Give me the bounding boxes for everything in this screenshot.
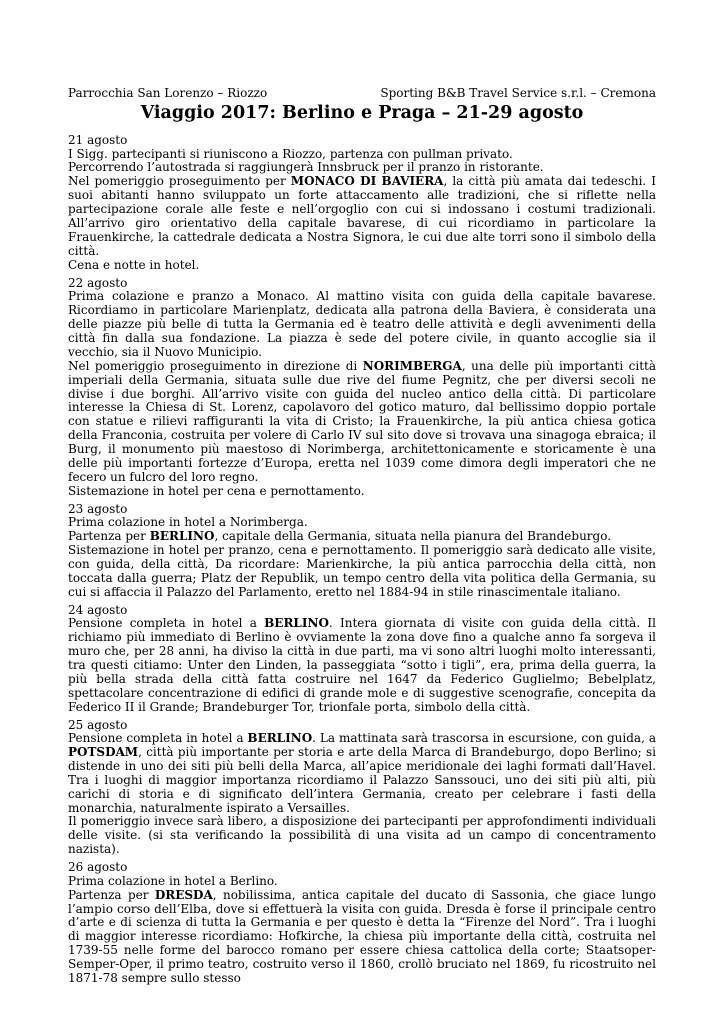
day-paragraph bbox=[68, 290, 656, 360]
header-right: Sporting B&B Travel Service s.r.l. – Cremona bbox=[380, 86, 656, 100]
day-date: 23 agosto bbox=[68, 501, 128, 516]
day-section bbox=[68, 861, 656, 986]
day-paragraph bbox=[68, 875, 656, 889]
place-name: BERLINO bbox=[247, 731, 313, 746]
text-run: Pensione completa in hotel a bbox=[68, 616, 265, 631]
day-section bbox=[68, 719, 656, 858]
day-section bbox=[68, 503, 656, 600]
day-date: 22 agosto bbox=[68, 275, 128, 290]
text-run: Partenza per bbox=[68, 529, 150, 544]
text-run: Nel pomeriggio proseguimento in direzione di bbox=[68, 358, 363, 373]
day-paragraph bbox=[68, 544, 656, 600]
text-run: . La mattinata sarà trascorsa in escursione, con guida, a bbox=[312, 731, 656, 746]
day-date: 25 agosto bbox=[68, 717, 128, 732]
text-run: . Intera giornata di visite con guida della città. Il richiamo più immediato di Berlino è ovviamente la zona dove fino a qualche anno fa sorgeva il muro che, per 28 anni, ha diviso la città in due parti, ma vi sono altri luoghi molto interessanti, tra questi citiamo: Unter den Linden, la passeggiata “sotto i tigli”, era, prima della guerra, la più bella strada della città fatta costruire nel 1647 da Federico Guglielmo; Bebelplatz, spettacolare concentrazione di edifici di grande mole e di suggestive scenografie, concepita da Federico II il Grande; Brandeburger Tor, trionfale porta, simbolo della città. bbox=[68, 616, 656, 714]
day-date: 21 agosto bbox=[68, 133, 128, 147]
day-paragraph bbox=[68, 516, 656, 530]
day-paragraph bbox=[68, 732, 656, 815]
place-name: POTSDAM bbox=[68, 744, 139, 759]
text-run: Prima colazione in hotel a Norimberga. bbox=[68, 515, 308, 530]
text-run: , capitale della Germania, situata nella pianura del Brandeburgo. bbox=[214, 529, 612, 544]
text-run: Il pomeriggio invece sarà libero, a disposizione dei partecipanti per approfondimenti individuali delle visite. (si sta verificando la possibilità di una visita ad un campo di concentramento nazista). bbox=[68, 814, 656, 857]
text-run: Sistemazione in hotel per cena e pernottamento. bbox=[68, 483, 365, 498]
text-run: , la città più amata dai tedeschi. I suoi abitanti hanno sviluppato un forte attaccamento alle tradizioni, che si riflette nella partecipazione corale alle feste e nell’orgoglio con cui si indossano i costumi tradizionali. All’arrivo giro orientativo della capitale bavarese, di cui ricordiamo in particolare la Frauenkirche, la cattedrale dedicata a Nostra Signora, le cui due alte torri sono il simbolo della città. bbox=[68, 174, 656, 258]
day-section bbox=[68, 604, 656, 715]
place-name: BERLINO bbox=[149, 529, 215, 544]
day-paragraph bbox=[68, 259, 656, 273]
text-run: Prima colazione e pranzo a Monaco. Al mattino visita con guida della capitale bavarese. Ricordiamo in particolare Marienplatz, dedicata alla patrona della Baviera, è considerata una delle piazze più belle di tutta la Germania ed è teatro delle attività e degli avvenimenti della città fin dalla sua fondazione. La piazza è sede del potere civile, in quanto accoglie sia il vecchio, sia il Nuovo Municipio. bbox=[68, 289, 656, 359]
text-run: Partenza per bbox=[68, 887, 155, 902]
day-section bbox=[68, 277, 656, 499]
day-paragraph bbox=[68, 530, 656, 544]
page-header bbox=[68, 86, 656, 100]
document-title: Viaggio 2017: Berlino e Praga – 21-29 agosto bbox=[140, 103, 584, 123]
document-page bbox=[68, 86, 656, 990]
day-paragraph bbox=[68, 889, 656, 986]
place-name: BERLINO bbox=[264, 616, 329, 631]
text-run: Percorrendo l’autostrada si raggiungerà Innsbruck per il pranzo in ristorante. bbox=[68, 160, 544, 175]
day-paragraph bbox=[68, 360, 656, 485]
day-paragraph bbox=[68, 161, 656, 175]
place-name: DRESDA bbox=[154, 887, 213, 902]
itinerary bbox=[68, 134, 656, 986]
text-run: , nobilissima, antica capitale del ducato di Sassonia, che giace lungo l’ampio corso dell’Elba, dove si effettuerà la visita con guida. Dresda è forse il principale centro d’arte e di scienza di tutta la Germania e per questo è detta la “Firenze del Nord”. Tra i luoghi di maggior interesse ricordiamo: Hofkirche, la chiesa più importante della città, costruita nel 1739-55 nelle forme del barocco romano per essere chiesa cattolica della corte; Staatsoper-Semper-Oper, il primo teatro, costruito verso il 1860, crollò bruciato nel 1869, fu ricostruito nel 1871-78 sempre sullo stesso bbox=[68, 887, 657, 986]
day-paragraph bbox=[68, 485, 656, 499]
text-run: I Sigg. partecipanti si riuniscono a Riozzo, partenza con pullman privato. bbox=[68, 146, 513, 161]
day-paragraph bbox=[68, 617, 656, 714]
day-section bbox=[68, 134, 656, 273]
text-run: , città più importante per storia e arte della Marca di Brandeburgo, dopo Berlino; si distende in uno dei siti più belli della Marca, all’apice meridionale dei laghi formati dall’Havel. Tra i luoghi di maggior importanza ricordiamo il Palazzo Sanssouci, uno dei siti più alti, più carichi di storia e di significato dell’intera Germania, creato per celebrare i fasti della monarchia, naturalmente ispirato a Versailles. bbox=[68, 744, 656, 815]
text-run: Sistemazione in hotel per pranzo, cena e pernottamento. Il pomeriggio sarà dedicato alle visite, con guida, della città, Da ricordare: Marienkirche, la più antica parrocchia della città, non toccata dalla guerra; Platz der Republik, un tempo centro della vita politica della Germania, su cui si affaccia il Palazzo del Parlamento, eretto nel 1884-94 in stile rinascimentale italiano. bbox=[68, 543, 656, 599]
text-run: , una delle più importanti città imperiali della Germania, situata sulle due rive del fiume Pegnitz, che per diversi secoli ne divise i due borghi. All’arrivo visite con guida del nucleo antico della città. Di particolare interesse la Chiesa di St. Lorenz, capolavoro del gotico maturo, dal bellissimo doppio portale con statue e rilievi raffiguranti la vita di Cristo; la Frauenkirche, la più antica chiesa gotica della Franconia, costruita per volere di Carlo IV sul sito dove si trovava una sinagoga ebraica; il Burg, il monumento più maestoso di Norimberga, architettonicamente e storicamente è una delle più importanti fortezze d’Europa, eretta nel 1039 come dimora degli imperatori che ne fecero un fulcro del loro regno. bbox=[68, 358, 657, 484]
day-paragraph bbox=[68, 815, 656, 857]
day-paragraph bbox=[68, 148, 656, 162]
day-date: 26 agosto bbox=[68, 860, 128, 875]
place-name: MONACO DI BAVIERA bbox=[290, 174, 444, 189]
text-run: Prima colazione in hotel a Berlino. bbox=[68, 873, 278, 888]
text-run: Pensione completa in hotel a bbox=[68, 731, 248, 746]
text-run: Nel pomeriggio proseguimento per bbox=[68, 174, 291, 189]
place-name: NORIMBERGA bbox=[362, 358, 462, 373]
day-date: 24 agosto bbox=[68, 602, 128, 617]
day-paragraph bbox=[68, 175, 656, 258]
header-left: Parrocchia San Lorenzo – Riozzo bbox=[68, 86, 268, 100]
text-run: Cena e notte in hotel. bbox=[68, 257, 200, 272]
